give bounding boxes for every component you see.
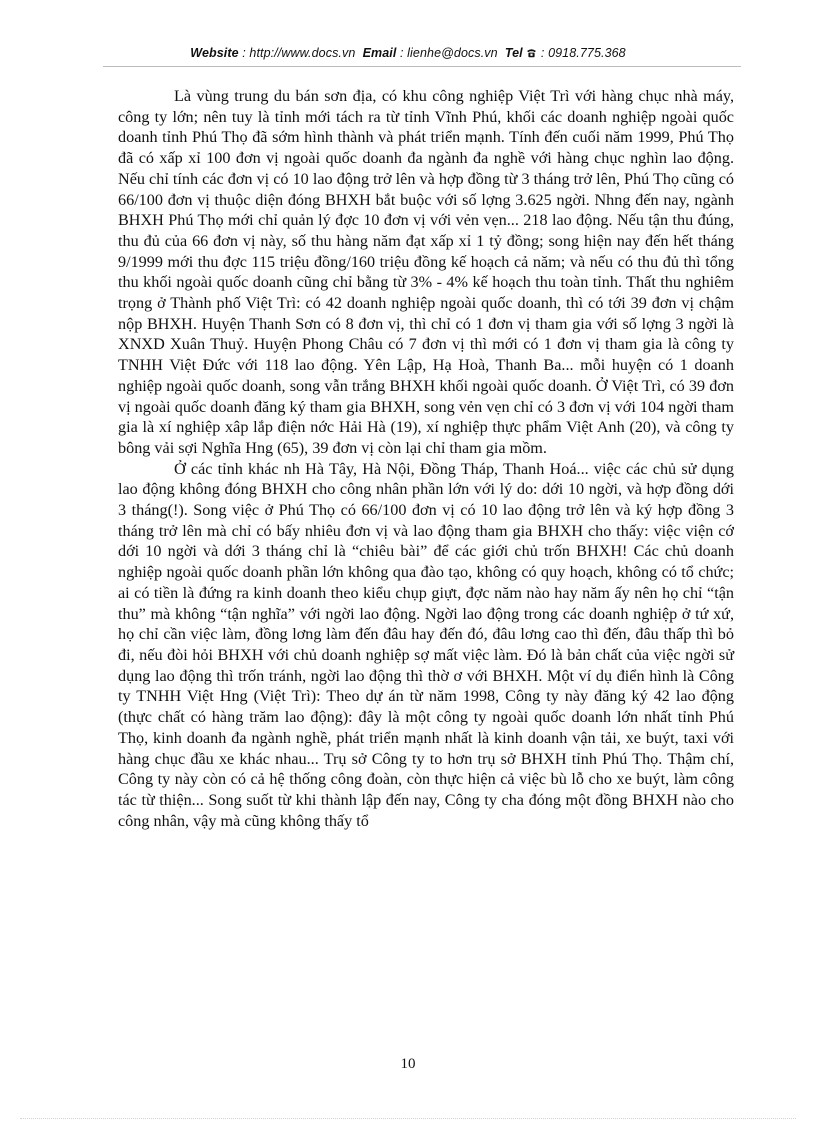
email-label: Email xyxy=(362,46,397,60)
paragraph: Ở các tỉnh khác nh Hà Tây, Hà Nội, Đồng Tháp, Thanh Hoá... việc các chủ sử dụng lao động không đóng BHXH cho công nhân phần lớn với lý do: dới 10 ngời, và hợp đồng dới 3 tháng(!). Song việc ở Phú Thọ có 66/100 đơn vị có 10 lao động trở lên và ký hợp đồng 3 tháng trở lên mà chỉ có bấy nhiêu đơn vị và lao động tham gia BHXH cho thấy: việc viện cớ dới 10 ngời và dới 3 tháng chỉ là “chiêu bài” để các giới chủ trốn BHXH! Các chủ doanh nghiệp ngoài quốc doanh phần lớn không qua đào tạo, không có quy hoạch, không có tổ chức; ai có tiền là đứng ra kinh doanh theo kiểu chụp giựt, đợc năm nào hay năm ấy nên họ chỉ “tận thu” mà không “tận nghĩa” với ngời lao động. Ngời lao động trong các doanh nghiệp ở tứ xứ, họ chỉ cần việc làm, đồng lơng làm đến đâu hay đến đó, đâu lơng cao thì đến, đâu thấp thì bỏ đi, nếu đòi hỏi BHXH với chủ doanh nghiệp sợ mất việc làm. Đó là bản chất của việc ngời sử dụng lao động thì trốn tránh, ngời lao động thì thờ ơ với BHXH. Một ví dụ điển hình là Công ty TNHH Việt Hng (Việt Trì): Theo dự án từ năm 1998, Công ty này đăng ký 42 lao động (thực chất có hàng trăm lao động): đây là một công ty ngoài quốc doanh lớn nhất tỉnh Phú Thọ, kinh doanh đa ngành nghề, phát triển mạnh nhất là kinh doanh vận tải, xe buýt, taxi với hàng chục đầu xe khác nhau... Trụ sở Công ty to hơn trụ sở BHXH tỉnh Phú Thọ. Thậm chí, Công ty này còn có cả hệ thống công đoàn, còn thực hiện cả việc bù lỗ cho xe buýt, làm công tác từ thiện... Song suốt từ khi thành lập đến nay, Công ty cha đóng một đồng BHXH nào cho công nhân, vậy mà cũng không thấy tổ xyxy=(118,459,734,830)
email-address: : lienhe@docs.vn xyxy=(400,46,498,60)
phone-icon xyxy=(526,46,537,60)
website-url: : http://www.docs.vn xyxy=(242,46,356,60)
footer-divider xyxy=(20,1118,796,1119)
website-label: Website xyxy=(190,46,239,60)
page-number: 10 xyxy=(400,1056,416,1072)
paragraph: Là vùng trung du bán sơn địa, có khu công nghiệp Việt Trì với hàng chục nhà máy, công ty lớn; nên tuy là tỉnh mới tách ra từ tỉnh Vĩnh Phú, khối các doanh nghiệp ngoài quốc doanh tỉnh Phú Thọ đã sớm hình thành và phát triển mạnh. Tính đến cuối năm 1999, Phú Thọ đã có xấp xỉ 100 đơn vị ngoài quốc doanh đa ngành đa nghề với hàng chục nghìn lao động. Nếu chỉ tính các đơn vị có 10 lao động trở lên và hợp đồng từ 3 tháng trở lên, Phú Thọ cũng có 66/100 đơn vị thuộc diện đóng BHXH bắt buộc với số lợng 3.625 ngời. Nhng đến nay, ngành BHXH Phú Thọ mới chỉ quản lý đợc 10 đơn vị với vẻn vẹn... 218 lao động. Nếu tận thu đúng, thu đủ của 66 đơn vị này, số thu hàng năm đạt xấp xỉ 1 tỷ đồng; song hiện nay đến hết tháng 9/1999 mới thu đợc 115 triệu đồng/160 triệu đồng kế hoạch cả năm; và nếu có thu đủ thì tổng thu khối ngoài quốc doanh cũng chỉ bằng từ 3% - 4% kế hoạch thu toàn tỉnh. Thất thu nghiêm trọng ở Thành phố Việt Trì: có 42 doanh nghiệp ngoài quốc doanh, thì có tới 39 đơn vị chậm nộp BHXH. Huyện Thanh Sơn có 8 đơn vị, thì chỉ có 1 đơn vị tham gia với số lợng 3 ngời là XNXD Xuân Thuỷ. Huyện Phong Châu có 7 đơn vị thì mới có 1 đơn vị tham gia là công ty TNHH Việt Đức với 118 lao động. Yên Lập, Hạ Hoà, Thanh Ba... mỗi huyện có 1 doanh nghiệp ngoài quốc doanh, song vẫn trắng BHXH khối ngoài quốc doanh. Ở Việt Trì, có 39 đơn vị ngoài quốc doanh đăng ký tham gia BHXH, song vẻn vẹn chỉ có 3 đơn vị với 104 ngời tham gia là xí nghiệp xâp lắp điện nớc Hải Hà (19), xí nghiệp thực phẩm Việt Anh (20), và công ty bông vải sợi Nghĩa Hng (65), 39 đơn vị còn lại chỉ tham gia mồm. xyxy=(118,87,734,457)
document-body xyxy=(118,86,734,831)
header-divider xyxy=(103,66,741,67)
tel-label: Tel xyxy=(504,46,523,60)
page-header xyxy=(0,46,816,60)
tel-number: : 0918.775.368 xyxy=(540,46,626,60)
